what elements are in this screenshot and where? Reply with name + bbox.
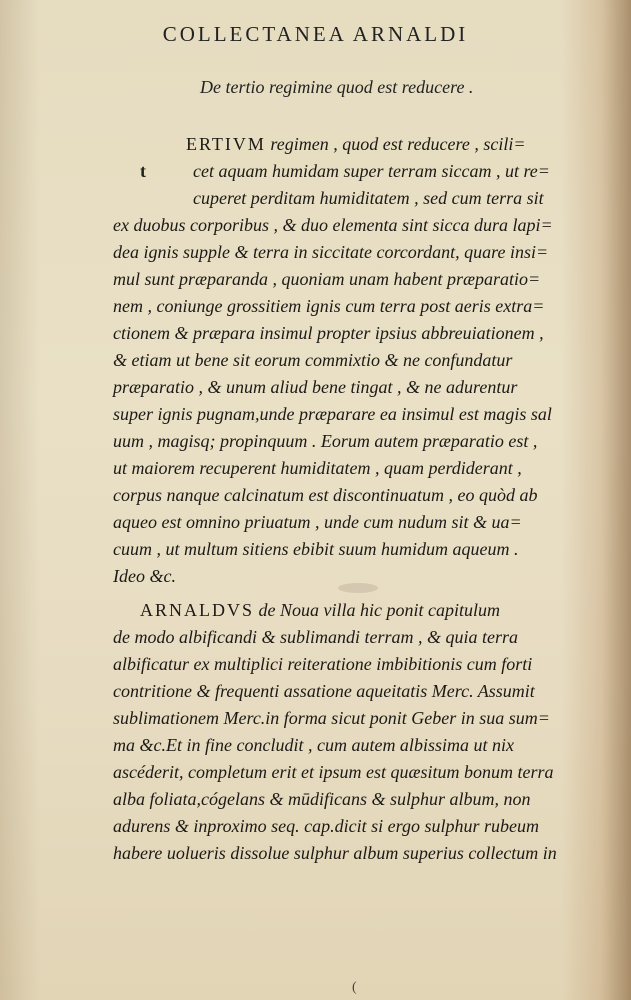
running-title: COLLECTANEA ARNALDI	[162, 22, 469, 46]
text-line: ctionem & præpara insimul propter ipsius abbreuiationem ,	[113, 323, 544, 343]
text-line: cuum , ut multum sitiens ebibit suum humidum aqueum .	[113, 539, 519, 559]
text-line: ascéderit, completum erit et ipsum est quæsitum bonum terra	[113, 762, 554, 782]
text-line: super ignis pugnam,unde præparare ea insimul est magis sal	[113, 404, 552, 424]
text-line: albificatur ex multiplici reiteratione imbibitionis cum forti	[113, 654, 533, 674]
line-text: regimen , quod est reducere , scili=	[265, 134, 526, 154]
text-line: cet aquam humidam super terram siccam , ut re=	[193, 161, 550, 181]
text-line: ut maiorem recuperent humiditatem , quam perdiderant ,	[113, 458, 522, 478]
text-line	[140, 599, 500, 621]
lead-word: ERTIVM	[186, 134, 266, 154]
text-line: cuperet perditam humiditatem , sed cum terra sit	[193, 188, 544, 208]
text-line: & etiam ut bene sit eorum commixtio & ne confundatur	[113, 350, 513, 370]
text-line: ma &c.Et in fine concludit , cum autem albissima ut nix	[113, 735, 514, 755]
text-line: dea ignis supple & terra in siccitate corcordant, quare insi=	[113, 242, 549, 262]
initial-letter: t	[140, 161, 146, 181]
text-line	[186, 133, 526, 155]
text-line: uum , magisq; propinquum . Eorum autem præparatio est ,	[113, 431, 538, 451]
text-line: alba foliata,cógelans & mūdificans & sulphur album, non	[113, 789, 531, 809]
text-line: præparatio , & unum aliud bene tingat , & ne adurentur	[113, 377, 518, 397]
text-line: aqueo est omnino priuatum , unde cum nudum sit & ua=	[113, 512, 522, 532]
text-line: habere uolueris dissolue sulphur album superius collectum in	[113, 843, 557, 863]
line-text: de Noua villa hic ponit capitulum	[254, 600, 500, 620]
footer-mark: (	[352, 980, 357, 995]
text-line: adurens & inproximo seq. cap.dicit si ergo sulphur rubeum	[113, 816, 539, 836]
text-line: corpus nanque calcinatum est discontinuatum , eo quòd ab	[113, 485, 538, 505]
text-line: sublimationem Merc.in forma sicut ponit Geber in sua sum=	[113, 708, 550, 728]
text-line: nem , coniunge grossitiem ignis cum terra post aeris extra=	[113, 296, 545, 316]
text-line: de modo albificandi & sublimandi terram , & quia terra	[113, 627, 518, 647]
lead-word: ARNALDVS	[140, 600, 255, 620]
text-line: Ideo &c.	[113, 566, 176, 586]
text-line: mul sunt præparanda , quoniam unam habent præparatio=	[113, 269, 541, 289]
text-line: contritione & frequenti assatione aqueitatis Merc. Assumit	[113, 681, 535, 701]
text-line: ex duobus corporibus , & duo elementa sint sicca dura lapi=	[113, 215, 553, 235]
chapter-title: De tertio regimine quod est reducere .	[200, 77, 474, 97]
ink-smudge	[338, 583, 378, 593]
